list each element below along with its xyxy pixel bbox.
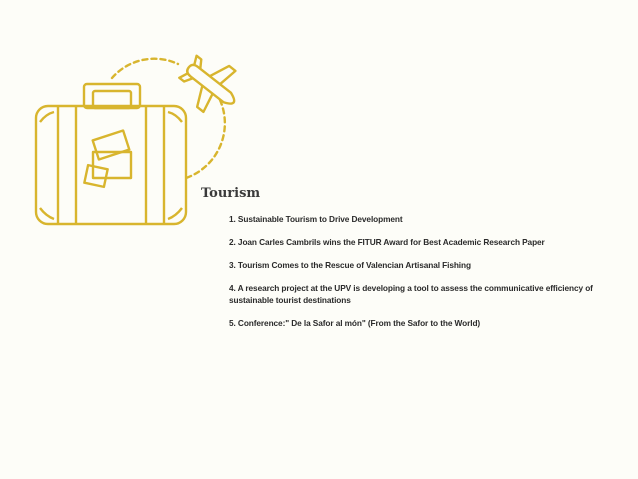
list-item[interactable]: 4. A research project at the UPV is developing a tool to assess the communicative efficiency of sustainable tourist destinations [229,283,593,305]
list-item[interactable]: 3. Tourism Comes to the Rescue of Valencian Artisanal Fishing [229,260,471,270]
suitcase-icon [36,84,186,224]
list-item[interactable]: 5. Conference:" De la Safor al món" (From the Safor to the World) [229,317,481,328]
section-title: Tourism [201,186,261,201]
list-item[interactable]: 2. Joan Carles Cambrils wins the FITUR Award for Best Academic Research Paper [229,237,545,247]
flight-path-lower [186,100,225,178]
flight-path [112,59,178,78]
article-list [229,214,621,341]
list-item[interactable]: 1. Sustainable Tourism to Drive Development [229,214,403,224]
